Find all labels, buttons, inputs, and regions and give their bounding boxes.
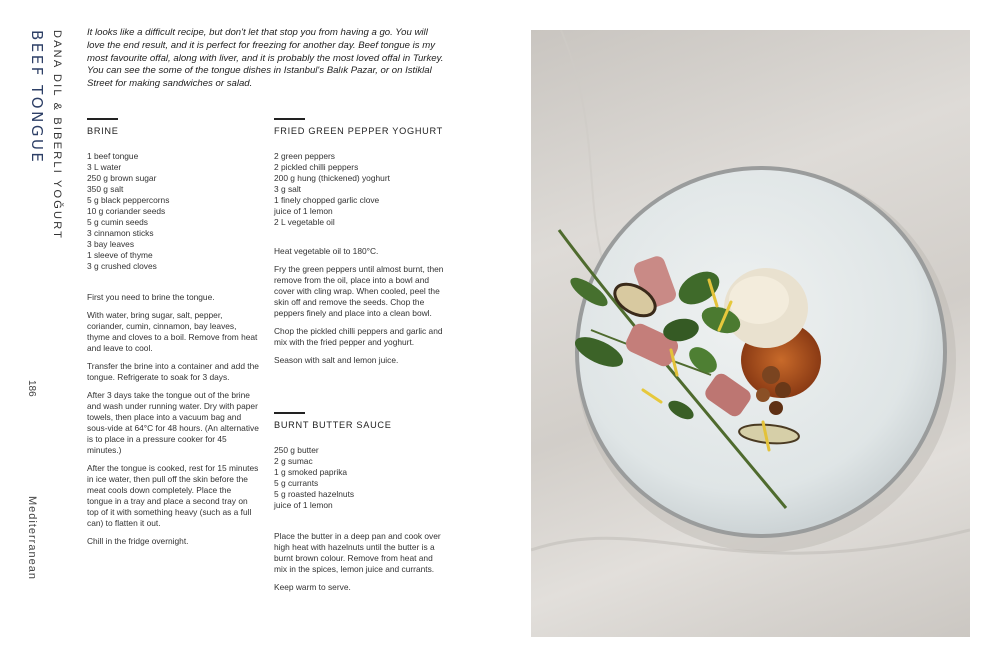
ingredient: 1 g smoked paprika	[274, 467, 348, 477]
ingredient: 1 beef tongue	[87, 151, 139, 161]
butter-method	[274, 531, 446, 593]
ingredient: 2 pickled chilli peppers	[274, 162, 359, 172]
page-spine	[22, 30, 68, 630]
ingredient: 5 g roasted hazelnuts	[274, 489, 355, 499]
ingredient: 3 g salt	[274, 184, 302, 194]
method-step: Chop the pickled chilli peppers and garlic and mix with the fried pepper and yoghurt.	[274, 326, 443, 347]
ingredient: 3 cinnamon sticks	[87, 228, 154, 238]
butter-ingredient-list	[274, 445, 446, 511]
dish-photo	[531, 30, 970, 637]
ingredient: 350 g salt	[87, 184, 124, 194]
recipe-subtitle: DANA DIL & BIBERLI YOĞURT	[51, 30, 63, 241]
ingredient: 5 g cumin seeds	[87, 217, 148, 227]
ingredient: 2 green peppers	[274, 151, 335, 161]
method-step: Chill in the fridge overnight.	[87, 536, 189, 546]
ingredient: 5 g currants	[274, 478, 319, 488]
hazelnut	[756, 388, 770, 402]
hazelnut	[775, 382, 791, 398]
brine-method	[87, 292, 259, 547]
method-step: With water, bring sugar, salt, pepper, coriander, cumin, cinnamon, bay leaves, thyme and cloves to a boil. Remove from heat and leave to cool.	[87, 310, 258, 353]
ingredient: 10 g coriander seeds	[87, 206, 166, 216]
ingredient: juice of 1 lemon	[274, 206, 333, 216]
ingredient: 5 g black peppercorns	[87, 195, 170, 205]
method-step: Transfer the brine into a container and add the tongue. Refrigerate to soak for 3 days.	[87, 361, 259, 382]
ingredient: 1 finely chopped garlic clove	[274, 195, 380, 205]
ingredient: 250 g brown sugar	[87, 173, 157, 183]
method-step: Place the butter in a deep pan and cook over high heat with hazelnuts until the butter is a burnt brown colour. Remove from heat and mix in the spices, lemon juice and currants.	[274, 531, 441, 574]
recipe-intro: It looks like a difficult recipe, but don't let that stop you from having a go. You will love the end result, and it is perfect for freezing for another day. Beef tongue is my most favourite offal, along with liver, and it is probably the most loved offal in Turkey. You can see the some of the tongue dishes in Istanbul's Balık Pazar, or on Istiklal Street for making sandwiches or salad.	[87, 27, 444, 90]
ingredient: 2 L vegetable oil	[274, 217, 335, 227]
ingredient: 200 g hung (thickened) yoghurt	[274, 173, 390, 183]
brine-ingredient-list	[87, 151, 259, 272]
method-step: Heat vegetable oil to 180°C.	[274, 246, 379, 256]
recipe-title: BEEF TONGUE	[28, 30, 46, 165]
plated-dish-illustration	[531, 30, 970, 637]
ingredient: 1 sleeve of thyme	[87, 250, 153, 260]
method-step: Keep warm to serve.	[274, 582, 351, 592]
heading-rule	[274, 118, 305, 120]
ingredient: 2 g sumac	[274, 456, 313, 466]
method-step: After 3 days take the tongue out of the brine and wash under running water. Dry with paper towels, then place into a vacuum bag and sous-vide at 64°C for 48 hours. (An alternative is to place in a pressure cooker for 45 minutes.)	[87, 390, 259, 455]
method-step: Season with salt and lemon juice.	[274, 355, 399, 365]
hazelnut	[769, 401, 783, 415]
yoghurt-section	[274, 118, 446, 373]
yoghurt-ingredient-list	[274, 151, 446, 228]
method-step: After the tongue is cooked, rest for 15 minutes in ice water, then pull off the skin before the meat cools down completely. Place the tongue in a tray and place a second tray on top of it with something heavy (such as a full can) to flatten it out.	[87, 463, 259, 528]
ingredient: 3 L water	[87, 162, 122, 172]
heading-rule	[87, 118, 118, 120]
method-step: Fry the green peppers until almost burnt, then remove from the oil, place into a bowl and cover with cling wrap. When cooled, peel the skin off and remove the seeds. Chop the peppers finely and place into a clean bowl.	[274, 264, 444, 318]
ingredient: juice of 1 lemon	[274, 500, 333, 510]
yoghurt-highlight	[729, 276, 789, 324]
section-label: Mediterranean	[26, 496, 38, 580]
page-number: 186	[26, 380, 37, 397]
brine-section	[87, 118, 259, 554]
yoghurt-method	[274, 246, 446, 366]
method-step: First you need to brine the tongue.	[87, 292, 215, 302]
butter-section	[274, 412, 446, 600]
brine-heading: BRINE	[87, 126, 119, 136]
yoghurt-heading: FRIED GREEN PEPPER YOGHURT	[274, 126, 443, 136]
hazelnut	[762, 366, 780, 384]
ingredient: 3 bay leaves	[87, 239, 135, 249]
ingredient: 3 g crushed cloves	[87, 261, 157, 271]
ingredient: 250 g butter	[274, 445, 319, 455]
butter-heading: BURNT BUTTER SAUCE	[274, 420, 392, 430]
heading-rule	[274, 412, 305, 414]
